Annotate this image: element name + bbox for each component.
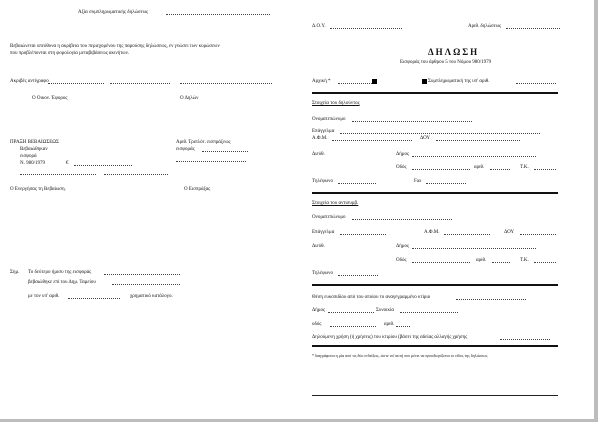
doy2-field[interactable] [436,140,520,141]
doy-label: Δ.Ο.Υ. [312,24,326,29]
exact-copy-field[interactable] [48,83,104,84]
initial-label: Αρχική * [312,79,331,84]
street3-field[interactable] [330,326,376,327]
address2-label: Διεύθ. [312,244,325,249]
act-assessed: Βεβαιώθηκαν [20,147,48,152]
street2-field[interactable] [412,262,470,263]
afm2-label: Α.Φ.Μ. [424,230,440,235]
profession-label: Επάγγελμα [312,129,335,134]
municipality2-label: Δήμος [396,244,409,249]
street-field[interactable] [412,169,470,170]
number-label: αριθ. [474,165,485,170]
value-line-label: Αξία συμπληρωματικής δηλώσεως [78,10,148,15]
note-field-1[interactable] [104,274,180,275]
municipality3-label: Δήμος [312,308,325,313]
settlement-label: Συνοικία [376,308,394,313]
phone2-field[interactable] [338,275,378,276]
act-title: ΠΡΑΞΗ ΒΕΒΑΙΩΣΕΩΣ [10,140,59,145]
initial-checkbox[interactable] [372,79,377,84]
tk2-field[interactable] [534,262,556,263]
address-label: Διεύθ. [312,152,325,157]
tk2-label: Τ.Κ. [520,258,529,263]
declaration-number-field[interactable] [506,28,560,29]
note-line-1: Το δεύτερο ήμισυ της εισφοράς [28,270,92,275]
certification-line-2: που προβλέπονται στη φορολογία μεταβιβάσεως ακινήτων. [10,51,130,56]
number2-field[interactable] [492,262,510,263]
declarant-label: Ο Δηλών [180,96,199,101]
note-line-2: βεβαιώθηκε επί του Δημ. Ταμείου [28,280,96,285]
street2-label: Οδός [396,258,407,263]
street-label: Οδός [396,165,407,170]
number2-label: αριθ. [476,258,487,263]
phone-label: Τηλέφωνο [312,179,333,184]
supplementary-checkbox[interactable] [422,79,427,84]
bottom-rule [312,395,558,396]
tk-label: Τ.Κ. [520,165,529,170]
name-label: Ονοματεπώνυμο [312,117,346,122]
note-label: Σημ. [10,270,20,275]
declarant-section-title: Στοιχεία του δηλούντος [312,101,360,106]
name2-label: Ονοματεπώνυμο [312,215,346,220]
use-declaration-label: Δηλούμενη χρήση (ή χρήσεις) του κτιρίου (βάσει της αδείας αλλαγής χρήσης [312,335,468,340]
name-field[interactable] [352,121,472,122]
receipt-contribution-label: εισφοράς [176,147,195,152]
note-line-4: χρηματικό κατάλογο. [130,294,173,299]
assessor-label: Ο Ενεργήσας τη Βεβαίωση. [10,187,66,192]
doy3-label: ΔΟΥ [504,230,515,235]
phone2-label: Τηλέφωνο [312,271,333,276]
receipt-field-2[interactable] [176,161,246,162]
footnote: * διαγράφεται η μία από τις δύο ενδείξεις, ώστε να' αυτή που μένει να προσδιορίζεται το είδος της δηλώσεως [312,353,488,358]
section-rule [312,345,558,347]
note-line-3: με τον υπ' αριθ. [28,294,60,299]
afm2-field[interactable] [444,234,490,235]
tk-field[interactable] [534,169,556,170]
supplementary-field[interactable] [516,83,556,84]
profession2-label: Επάγγελμα [312,230,335,235]
number-field[interactable] [490,169,510,170]
street3-label: οδός [312,322,322,327]
section-rule [312,92,558,94]
section-rule [312,192,558,194]
certification-line-1: Βεβαιώνεται υπεύθυνα η ακρίβεια του περιεχομένου της παρούσης δηλώσεως, εν γνώσει των κυρώσεων [10,44,220,49]
euro-sign: € [66,161,69,166]
use-declaration-field[interactable] [500,339,550,340]
declarant-sign-field[interactable] [180,83,272,84]
value-line-field[interactable] [166,14,270,15]
form-subtitle: Εισφοράς του άρθρου 5 του Νόμου 980/1979 [400,60,492,65]
act-law: Ν. 980/1979 [20,161,45,166]
afm-label: Α.Φ.Μ. [312,136,328,141]
number3-label: αριθ. [384,322,395,327]
municipality-field[interactable] [412,156,536,157]
doy3-field[interactable] [520,234,556,235]
phone-field[interactable] [338,183,376,184]
catalog-number-field[interactable] [68,298,120,299]
amount-words-field[interactable] [20,174,96,175]
number3-field[interactable] [396,326,410,327]
profession-field[interactable] [340,133,540,134]
municipality-label: Δήμος [396,152,409,157]
amount-field[interactable] [74,165,132,166]
location-label: Θέση ευκοπιδίου από του οποίου το αναγεγραμμένο κτίριο [312,295,431,300]
name2-field[interactable] [352,219,452,220]
form-title: ΔΗΛΩΣΗ [428,47,480,57]
supplementary-label: Συμπληρωματική της υπ' αριθ. [428,79,490,84]
afm-field[interactable] [332,140,412,141]
municipality2-field[interactable] [412,248,536,249]
fax-label: Fax [414,179,422,184]
receipt-field[interactable] [202,151,248,152]
counterparty-section-title: Στοιχεία του αντισυμβ. [312,201,359,206]
settlement-field[interactable] [400,312,458,313]
doy2-label: ΔΟΥ [420,136,431,141]
initial-field[interactable] [338,83,372,84]
declaration-number-label: Αριθ. δηλώσεως [468,24,502,29]
page-edge [594,0,598,422]
profession2-field[interactable] [340,234,386,235]
tax-officer-label: Ο Οικον. Έφορος [32,96,68,101]
note-field-2[interactable] [112,284,180,285]
act-contribution: εισφορά [20,154,37,159]
exact-copy-label: Ακριβές αντίγραφο [10,79,49,84]
section-rule [312,284,558,286]
municipality3-field[interactable] [328,312,374,313]
amount-words-field-2[interactable] [104,174,168,175]
fax-field[interactable] [426,183,466,184]
receipt-number-label: Αριθ. Τριπλότ. εισπράξεως [176,140,231,145]
location-field[interactable] [456,299,526,300]
doy-field[interactable] [330,28,402,29]
exact-copy-date-field[interactable] [110,83,170,84]
collector-label: Ο Εισπράξας [184,187,211,192]
